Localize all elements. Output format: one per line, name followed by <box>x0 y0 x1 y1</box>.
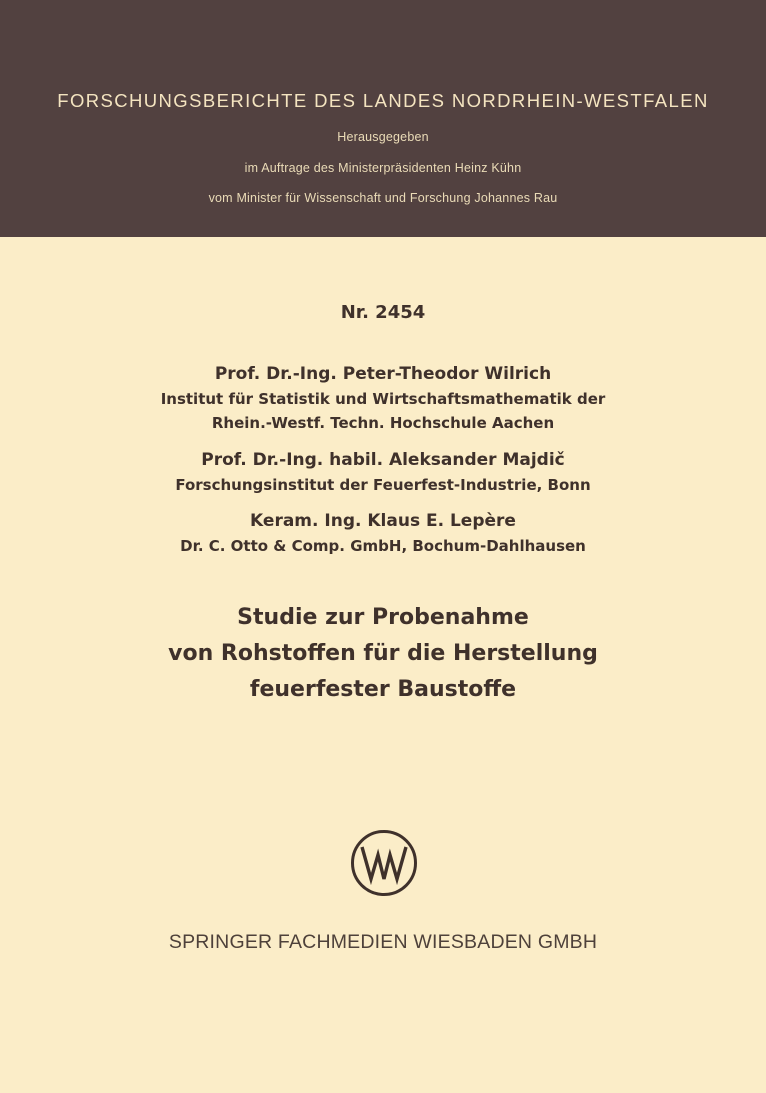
author-3-name: Keram. Ing. Klaus E. Lepère <box>250 511 516 531</box>
author-1-affiliation-line-1: Institut für Statistik und Wirtschaftsmathematik der <box>160 390 606 408</box>
author-3-affiliation: Dr. C. Otto & Comp. GmbH, Bochum-Dahlhausen <box>180 537 586 555</box>
author-1-name: Prof. Dr.-Ing. Peter-Theodor Wilrich <box>214 364 552 384</box>
author-1-affiliation-line-2: Rhein.-Westf. Techn. Hochschule Aachen <box>211 414 555 432</box>
editor-line-3: vom Minister für Wissenschaft und Forschung Johannes Rau <box>208 191 558 205</box>
series-title: FORSCHUNGSBERICHTE DES LANDES NORDRHEIN-WESTFALEN <box>57 90 709 111</box>
book-title-line-3: feuerfester Baustoffe <box>249 677 517 702</box>
editor-line-2: im Auftrage des Ministerpräsidenten Heinz Kühn <box>244 161 522 175</box>
series-header-band <box>0 0 766 237</box>
editor-line-1: Herausgegeben <box>337 130 429 144</box>
book-title-line-2: von Rohstoffen für die Herstellung <box>168 641 598 666</box>
author-2-name: Prof. Dr.-Ing. habil. Aleksander Majdič <box>201 450 565 470</box>
publisher-name: SPRINGER FACHMEDIEN WIESBADEN GMBH <box>168 931 598 953</box>
book-title-line-1: Studie zur Probenahme <box>237 605 529 630</box>
publisher-logo-icon <box>350 829 418 897</box>
author-2-affiliation: Forschungsinstitut der Feuerfest-Industrie, Bonn <box>175 476 591 494</box>
report-number: Nr. 2454 <box>340 302 426 323</box>
